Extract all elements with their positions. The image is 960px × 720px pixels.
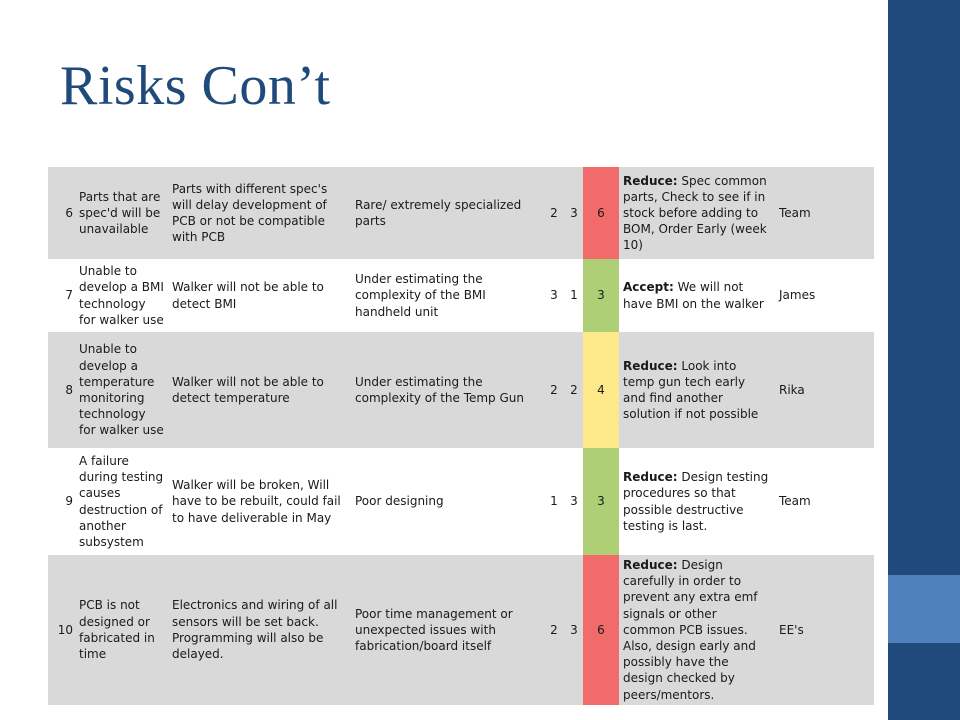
risk-consequence: Walker will not be able to detect BMI [168,259,351,332]
mitigation-cell [619,448,775,555]
mitigation-text: Look into temp gun tech early and find another solution if not possible [623,358,759,422]
severity-value: 3 [565,555,583,705]
mitigation-strategy: Reduce: [623,470,678,485]
risk-consequence: Walker will be broken, Will have to be rebuilt, could fail to have deliverable in May [168,448,351,555]
sidebar-accent-block [888,575,960,643]
mitigation-text: We will not have BMI on the walker [623,280,764,311]
risk-cause: Poor time management or unexpected issues with fabrication/board itself [351,555,543,705]
risk-description: PCB is not designed or fabricated in time [75,555,168,705]
mitigation-cell [619,167,775,259]
risk-cause: Under estimating the complexity of the BMI handheld unit [351,259,543,332]
mitigation-text: Design testing procedures so that possible destructive testing is last. [623,470,769,533]
risk-cause: Under estimating the complexity of the Temp Gun [351,332,543,448]
risk-score: 6 [583,555,619,705]
risk-score: 3 [583,259,619,332]
risk-owner: Rika [775,332,874,448]
likelihood-value: 3 [543,259,565,332]
risk-score: 4 [583,332,619,448]
risk-description: Unable to develop a BMI technology for walker use [75,259,168,332]
table-row [48,167,874,259]
mitigation-strategy: Accept: [623,280,674,295]
table-row [48,259,874,332]
risk-owner: Team [775,448,874,555]
severity-value: 3 [565,448,583,555]
likelihood-value: 1 [543,448,565,555]
risk-description: Unable to develop a temperature monitoring technology for walker use [75,332,168,448]
risk-consequence: Parts with different spec's will delay development of PCB or not be compatible with PCB [168,167,351,259]
severity-value: 3 [565,167,583,259]
risk-id: 10 [48,555,75,705]
severity-value: 1 [565,259,583,332]
likelihood-value: 2 [543,332,565,448]
risk-cause: Poor designing [351,448,543,555]
mitigation-strategy: Reduce: [623,558,678,572]
risk-id: 7 [48,259,75,332]
risk-cause: Rare/ extremely specialized parts [351,167,543,259]
risk-consequence: Electronics and wiring of all sensors will be set back. Programming will also be delayed. [168,555,351,705]
risk-owner: Team [775,167,874,259]
mitigation-cell [619,555,775,705]
risk-table [48,167,874,705]
risk-description: A failure during testing causes destruction of another subsystem [75,448,168,555]
mitigation-cell [619,259,775,332]
severity-value: 2 [565,332,583,448]
mitigation-cell [619,332,775,448]
slide-title: Risks Con’t [60,55,331,117]
table-row [48,448,874,555]
risk-id: 9 [48,448,75,555]
risk-consequence: Walker will not be able to detect temperature [168,332,351,448]
risk-score: 6 [583,167,619,259]
mitigation-strategy: Reduce: [623,173,678,188]
risk-description: Parts that are spec'd will be unavailable [75,167,168,259]
risk-score: 3 [583,448,619,555]
table-row [48,555,874,705]
risk-owner: James [775,259,874,332]
table-row [48,332,874,448]
likelihood-value: 2 [543,167,565,259]
risk-owner: EE's [775,555,874,705]
likelihood-value: 2 [543,555,565,705]
mitigation-strategy: Reduce: [623,358,678,373]
mitigation-text: Spec common parts, Check to see if in stock before adding to BOM, Order Early (week 10) [623,173,767,253]
risk-id: 6 [48,167,75,259]
mitigation-text: Design carefully in order to prevent any extra emf signals or other common PCB issues. Also, design early and possibly have the design checked by peers/mentors. [623,558,758,702]
risk-id: 8 [48,332,75,448]
